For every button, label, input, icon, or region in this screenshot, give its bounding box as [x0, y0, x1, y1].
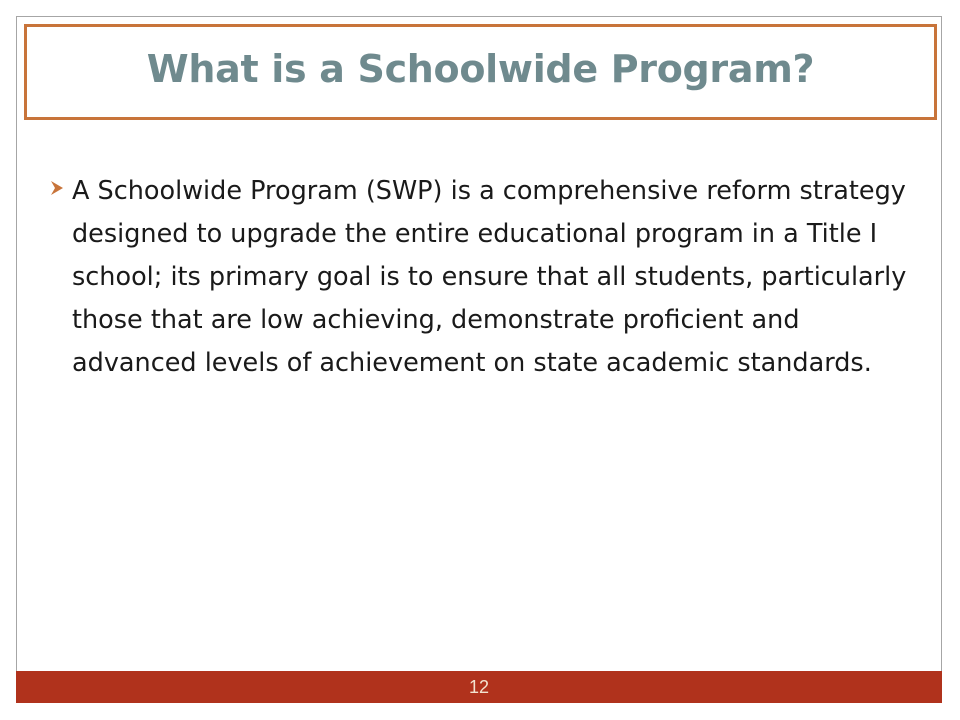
- title-box: [24, 24, 937, 120]
- arrow-bullet-icon: [48, 179, 66, 197]
- bullet-item: [48, 170, 918, 385]
- slide-body: [48, 170, 918, 385]
- slide-title: What is a Schoolwide Program?: [146, 47, 815, 91]
- footer-bar: [16, 671, 942, 703]
- page-number: 12: [468, 676, 490, 697]
- bullet-text: A Schoolwide Program (SWP) is a comprehensive reform strategy designed to upgrade the entire educational program in a Title I school; its primary goal is to ensure that all students, particularly those that are low achieving, demonstrate proficient and advanced levels of achievement on state academic standards.: [72, 176, 907, 378]
